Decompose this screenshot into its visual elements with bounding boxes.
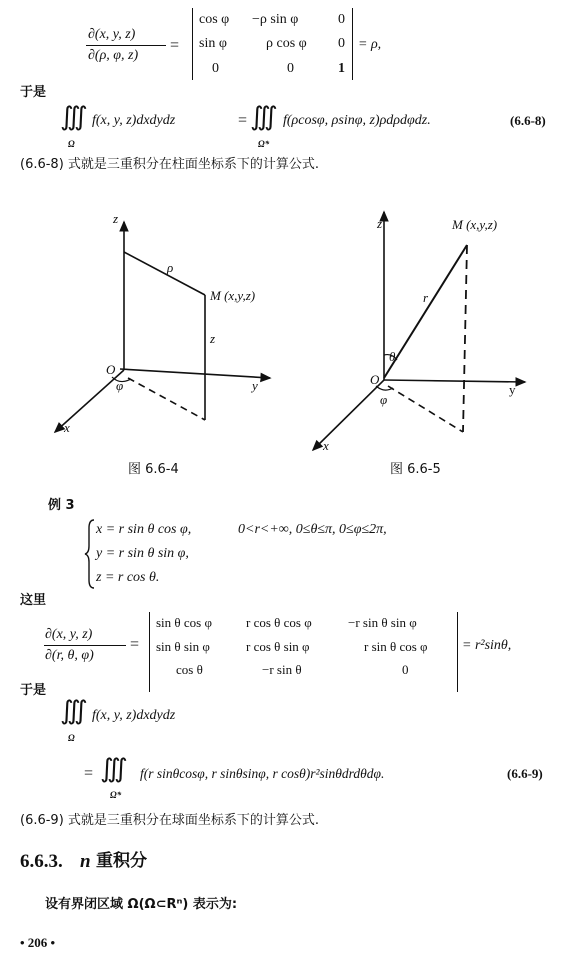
figure-cylindrical-coordinates	[30, 195, 290, 460]
y-axis	[384, 380, 525, 382]
integral-region: Ω	[68, 139, 75, 149]
spherical-note: (6.6-9) 式就是三重积分在球面坐标系下的计算公式.	[20, 813, 320, 828]
connector-text: 于是	[20, 85, 47, 100]
equation-number: (6.6-9)	[507, 766, 543, 781]
phi-label: φ	[116, 378, 124, 393]
theta-label: θ	[389, 349, 396, 364]
matrix-cell: 0	[338, 36, 345, 51]
equals-sign: =	[170, 37, 180, 54]
matrix-cell: −r sin θ	[262, 662, 302, 677]
page-number: • 206 •	[20, 935, 56, 950]
jacobian-denominator: ∂(ρ, φ, z)	[88, 48, 139, 63]
triple-integral-sign: ∭	[100, 754, 128, 784]
integrand: f(r sinθcosφ, r sinθsinφ, r cosθ)r²sinθdrdθdφ.	[140, 766, 385, 781]
fraction-bar	[86, 45, 166, 46]
x-axis-label: x	[323, 438, 329, 453]
section-number: 6.6.3.	[20, 851, 63, 872]
matrix-cell: 1	[338, 61, 345, 76]
matrix-cell: cos φ	[199, 12, 230, 27]
jacobian-result: = r²sinθ,	[462, 638, 512, 653]
jacobian-numerator: ∂(x, y, z)	[45, 627, 93, 642]
matrix-cell: 0	[338, 12, 345, 27]
integrand: f(x, y, z)dxdydz	[92, 708, 176, 723]
determinant-right-bar	[457, 612, 458, 692]
integrand: f(x, y, z)dxdydz	[92, 113, 176, 128]
figure-spherical-coordinates	[295, 195, 545, 460]
rho-segment	[124, 252, 205, 295]
system-equation: y = r sin θ sin φ,	[96, 546, 189, 561]
integral-region: Ω	[68, 733, 75, 743]
matrix-cell: −r sin θ sin φ	[348, 615, 417, 630]
integral-region: Ω*	[110, 790, 122, 800]
integral-region: Ω*	[258, 139, 270, 149]
matrix-cell: r sin θ cos φ	[364, 639, 428, 654]
parameter-ranges: 0<r<+∞, 0≤θ≤π, 0≤φ≤2π,	[238, 522, 387, 537]
origin-label: O	[370, 372, 380, 387]
equals-sign: =	[238, 112, 248, 129]
fraction-bar	[44, 645, 126, 646]
equation-number: (6.6-8)	[510, 113, 546, 128]
y-axis-label: y	[509, 382, 516, 397]
section-title: 重积分	[96, 851, 147, 871]
z-height-label: z	[210, 331, 216, 346]
origin-label: O	[106, 362, 116, 377]
jacobian-numerator: ∂(x, y, z)	[88, 27, 136, 42]
phi-label: φ	[380, 392, 388, 407]
example-label: 例 3	[48, 498, 75, 513]
y-axis	[120, 369, 270, 378]
matrix-cell: sin φ	[199, 36, 227, 51]
triple-integral-sign: ∭	[250, 102, 278, 132]
z-axis-label: z	[113, 211, 119, 226]
point-m-label: M (x,y,z)	[452, 217, 498, 232]
cylindrical-note: (6.6-8) 式就是三重积分在柱面坐标系下的计算公式.	[20, 157, 320, 172]
x-axis-label: x	[64, 420, 70, 435]
figure-caption: 图 6.6-4	[128, 462, 179, 477]
triple-integral-sign: ∭	[60, 696, 88, 726]
matrix-cell: r cos θ cos φ	[246, 615, 312, 630]
figure-caption: 图 6.6-5	[390, 462, 441, 477]
equals-sign: =	[130, 636, 140, 653]
projection-dashed-line	[388, 386, 463, 432]
equals-sign: =	[84, 765, 94, 782]
projection-dashed-line	[128, 378, 205, 420]
matrix-cell: 0	[212, 61, 219, 76]
determinant-left-bar	[192, 8, 193, 80]
matrix-cell: r cos θ sin φ	[246, 639, 310, 654]
jacobian-denominator: ∂(r, θ, φ)	[45, 648, 94, 663]
system-brace	[84, 518, 96, 590]
section-variable: n	[80, 851, 91, 872]
rho-label: ρ	[167, 260, 174, 275]
matrix-cell: 0	[402, 662, 409, 677]
y-axis-label: y	[252, 378, 258, 393]
matrix-cell: −ρ sin φ	[252, 12, 299, 27]
matrix-cell: 0	[287, 61, 294, 76]
r-label: r	[423, 290, 429, 305]
vertical-dashed-line	[463, 245, 467, 432]
point-m-label: M (x,y,z)	[210, 288, 256, 303]
z-axis-label: z	[377, 216, 383, 231]
connector-text: 这里	[20, 593, 47, 608]
system-equation: x = r sin θ cos φ,	[96, 522, 192, 537]
r-segment	[384, 245, 467, 378]
determinant-left-bar	[149, 612, 150, 692]
connector-text: 于是	[20, 683, 47, 698]
jacobian-result: = ρ,	[358, 37, 382, 52]
matrix-cell: sin θ cos φ	[156, 615, 212, 630]
triple-integral-sign: ∭	[60, 102, 88, 132]
matrix-cell: ρ cos φ	[266, 36, 307, 51]
system-equation: z = r cos θ.	[96, 570, 160, 585]
matrix-cell: sin θ sin φ	[156, 639, 210, 654]
determinant-right-bar	[352, 8, 353, 80]
matrix-cell: cos θ	[176, 662, 203, 677]
section-intro: 设有界闭区域 Ω(Ω⊂Rⁿ) 表示为:	[45, 897, 238, 912]
integrand: f(ρcosφ, ρsinφ, z)ρdρdφdz.	[283, 113, 431, 128]
